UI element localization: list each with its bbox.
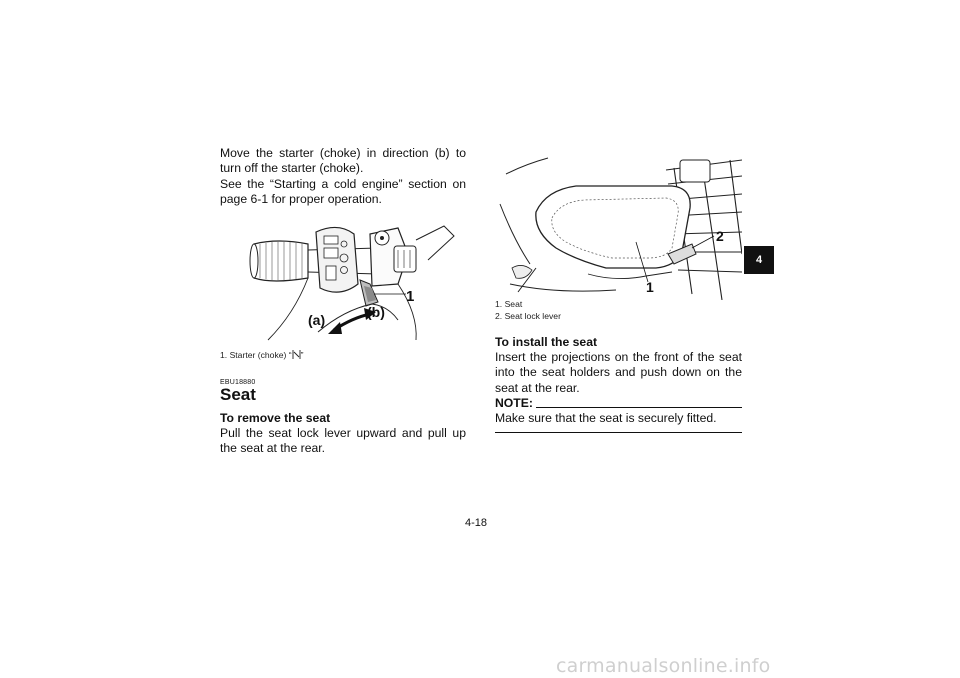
subheading-remove-seat: To remove the seat [220,411,331,425]
note-bottom-rule [495,432,742,433]
remove-seat-text: Pull the seat lock lever upward and pull up the seat at the rear. [220,426,466,456]
see-section-reference: See the “Starting a cold engine” section on page 6-1 for proper operation. [220,176,466,207]
figure-label-direction-b: (b) [367,304,385,320]
left-column [220,146,466,208]
seat-figure-label-1: 1 [646,279,654,295]
subheading-install-seat: To install the seat [495,335,598,349]
seat-illustration [496,144,742,300]
note-box [495,396,742,433]
page-number: 4-18 [465,517,488,529]
section-code: EBU18880 [220,379,256,386]
watermark: carmanualsonline.info [556,655,771,677]
section-title: Seat [220,385,256,404]
caption-item: 1. Seat [495,299,523,309]
install-seat-text: Insert the projections on the front of the seat into the seat holders and push down on the seat at the rear. [495,350,742,395]
note-top-rule [536,407,742,408]
choke-symbol-icon [292,350,301,360]
note-label: NOTE: [495,396,533,410]
caption-end-quote: ” [300,350,304,360]
seat-figure-captions [495,298,741,322]
figure-label-part-1: 1 [406,288,415,305]
caption-number: 1. [220,350,228,360]
seat-figure-label-2: 2 [716,228,724,244]
starter-instruction: Move the starter (choke) in direction (b) to turn off the starter (choke). [220,146,466,176]
chapter-tab: 4 [744,246,774,274]
caption-item: 2. Seat lock lever [495,311,561,321]
figure-caption-starter [220,349,466,361]
handlebar-choke-illustration [248,214,458,344]
note-text: Make sure that the seat is securely fitted. [495,411,717,426]
caption-text: Starter (choke) “ [229,350,292,360]
figure-label-direction-a: (a) [308,312,326,328]
